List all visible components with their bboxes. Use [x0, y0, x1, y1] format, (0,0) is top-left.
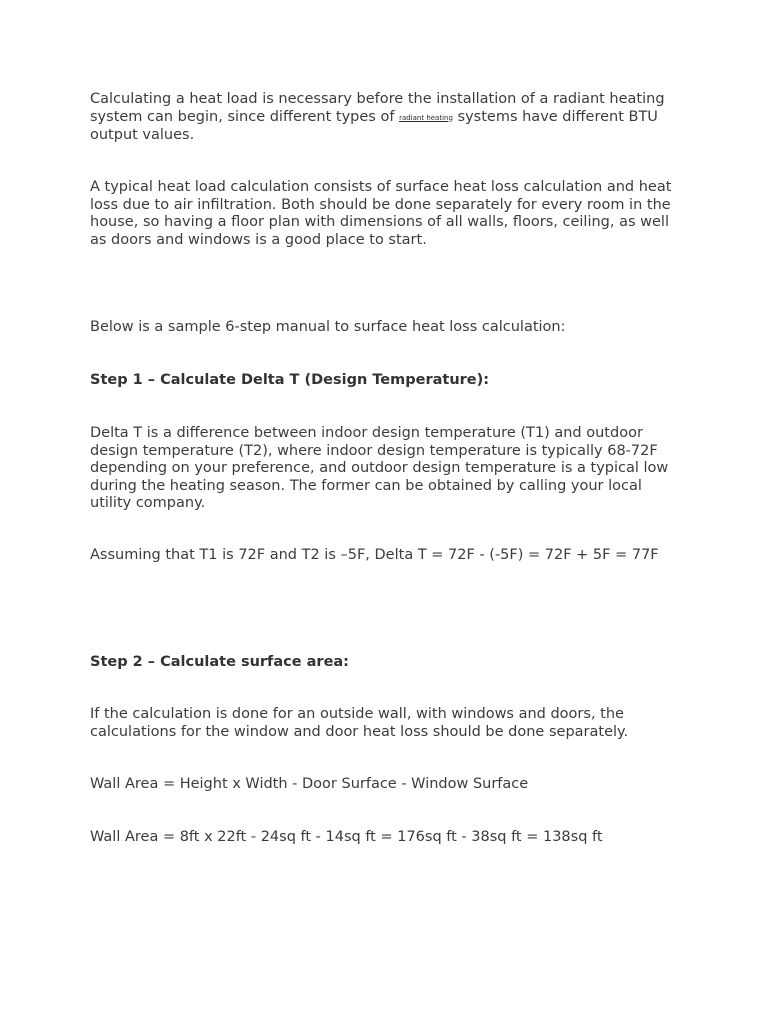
wall-area-example: Wall Area = 8ft x 22ft - 24sq ft - 14sq ft = 176sq ft - 38sq ft = 138sq ft	[90, 829, 603, 845]
step-1-heading: Step 1 – Calculate Delta T (Design Temperature):	[90, 372, 490, 388]
radiant-heating-link[interactable]: radiant heating	[399, 113, 453, 122]
sample-manual-paragraph: Below is a sample 6-step manual to surface heat loss calculation:	[90, 319, 566, 335]
intro-text-start: Calculating a heat load is necessary before the installation of a radiant heating system can begin, since different types of	[90, 91, 665, 125]
intro-paragraph	[90, 91, 680, 145]
step-2-heading: Step 2 – Calculate surface area:	[90, 654, 349, 670]
assuming-paragraph: Assuming that T1 is 72F and T2 is –5F, Delta T = 72F - (-5F) = 72F + 5F = 77F	[90, 547, 659, 563]
delta-t-paragraph: Delta T is a difference between indoor design temperature (T1) and outdoor design temperature (T2), where indoor design temperature is typically 68-72F depending on your preference, and outdoor design temperature is a typical low during the heating season. The former can be obtained by calling your local utility company.	[90, 425, 669, 511]
typical-calculation-paragraph: A typical heat load calculation consists of surface heat loss calculation and heat loss due to air infiltration. Both should be done separately for every room in the house, so having a floor plan with dimensions of all walls, floors, ceiling, as well as doors and windows is a good place to start.	[90, 179, 672, 248]
outside-wall-paragraph: If the calculation is done for an outside wall, with windows and doors, the calculations for the window and door heat loss should be done separately.	[90, 706, 629, 740]
wall-area-formula: Wall Area = Height x Width - Door Surface - Window Surface	[90, 776, 529, 792]
intro-text-end: systems have different BTU output values.	[90, 108, 658, 143]
